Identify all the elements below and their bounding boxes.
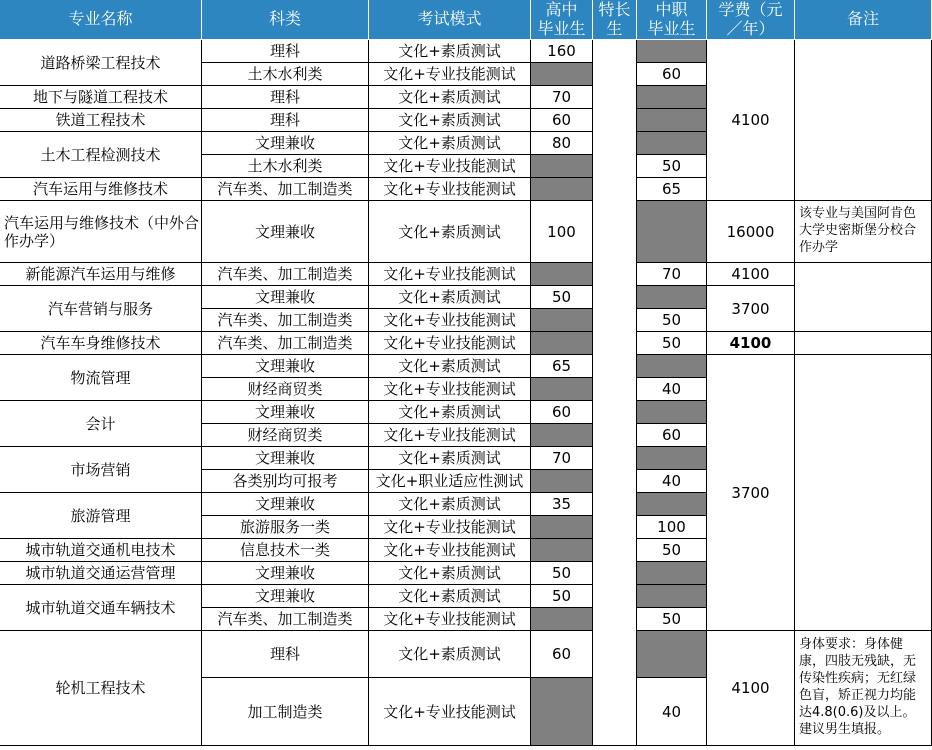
subject-cell: 文理兼收: [202, 286, 369, 309]
hs-quota-cell: 65: [531, 355, 593, 378]
vs-quota-cell: [637, 447, 707, 470]
vs-quota-cell: [637, 109, 707, 132]
subject-cell: 理科: [202, 86, 369, 109]
hs-quota-cell: 80: [531, 132, 593, 155]
hs-quota-cell: [531, 263, 593, 286]
subject-cell: 理科: [202, 631, 369, 678]
hs-quota-cell: [531, 178, 593, 201]
vs-quota-cell: 40: [637, 378, 707, 401]
vs-quota-cell: 60: [637, 63, 707, 86]
hs-quota-cell: [531, 63, 593, 86]
exam-mode-cell: 文化+专业技能测试: [369, 539, 531, 562]
major-name: 城市轨道交通运营管理: [0, 562, 202, 585]
tuition-cell: 4100: [707, 631, 795, 746]
exam-mode-cell: 文化+专业技能测试: [369, 424, 531, 447]
exam-mode-cell: 文化+素质测试: [369, 631, 531, 678]
exam-mode-cell: 文化+专业技能测试: [369, 263, 531, 286]
exam-mode-cell: 文化+专业技能测试: [369, 178, 531, 201]
header-hs: 高中 毕业生: [531, 0, 593, 40]
hs-quota-cell: [531, 332, 593, 355]
subject-cell: 加工制造类: [202, 678, 369, 746]
major-name: 汽车运用与维修技术（中外合作办学）: [0, 201, 202, 263]
vs-quota-cell: 60: [637, 424, 707, 447]
vs-quota-cell: 50: [637, 309, 707, 332]
exam-mode-cell: 文化+专业技能测试: [369, 332, 531, 355]
vs-quota-cell: [637, 355, 707, 378]
vs-quota-cell: 40: [637, 470, 707, 493]
vs-quota-cell: [637, 585, 707, 608]
hs-quota-cell: 160: [531, 40, 593, 63]
exam-mode-cell: 文化+专业技能测试: [369, 516, 531, 539]
vs-quota-cell: [637, 286, 707, 309]
exam-mode-cell: 文化+专业技能测试: [369, 309, 531, 332]
vs-quota-cell: 50: [637, 332, 707, 355]
subject-cell: 汽车类、加工制造类: [202, 263, 369, 286]
vs-quota-cell: [637, 631, 707, 678]
vs-quota-cell: 65: [637, 178, 707, 201]
note-cell: [795, 355, 932, 631]
exam-mode-cell: 文化+素质测试: [369, 401, 531, 424]
hs-quota-cell: 50: [531, 585, 593, 608]
vs-quota-cell: 50: [637, 155, 707, 178]
note-physical-requirements: 身体要求：身体健康，四肢无残缺，无传染性疾病；无红绿色盲，矫正视力均能达4.8(0.6)及以上。建议男生填报。: [795, 631, 932, 746]
note-coop-program: 该专业与美国阿肯色大学史密斯堡分校合作办学: [795, 201, 932, 263]
exam-mode-cell: 文化+素质测试: [369, 40, 531, 63]
subject-cell: 土木水利类: [202, 63, 369, 86]
hs-quota-cell: [531, 378, 593, 401]
exam-mode-cell: 文化+素质测试: [369, 86, 531, 109]
hs-quota-cell: 50: [531, 286, 593, 309]
exam-mode-cell: 文化+素质测试: [369, 109, 531, 132]
header-special: 特长 生: [593, 0, 637, 40]
header-fee: 学费（元 ／年）: [707, 0, 795, 40]
exam-mode-cell: 文化+专业技能测试: [369, 378, 531, 401]
major-name: 轮机工程技术: [0, 631, 202, 746]
major-name: 土木工程检测技术: [0, 132, 202, 178]
hs-quota-cell: 70: [531, 86, 593, 109]
hs-quota-cell: [531, 470, 593, 493]
note-cell: [795, 332, 932, 355]
vs-quota-cell: 50: [637, 539, 707, 562]
major-name: 新能源汽车运用与维修: [0, 263, 202, 286]
note-cell: [795, 263, 932, 332]
major-name: 地下与隧道工程技术: [0, 86, 202, 109]
hs-quota-cell: 60: [531, 401, 593, 424]
tuition-cell: 3700: [707, 355, 795, 631]
exam-mode-cell: 文化+专业技能测试: [369, 608, 531, 631]
major-name: 会计: [0, 401, 202, 447]
exam-mode-cell: 文化+素质测试: [369, 447, 531, 470]
hs-quota-cell: [531, 424, 593, 447]
vs-quota-cell: [637, 562, 707, 585]
exam-mode-cell: 文化+素质测试: [369, 493, 531, 516]
exam-mode-cell: 文化+素质测试: [369, 585, 531, 608]
tuition-cell: 4100: [707, 263, 795, 286]
subject-cell: 汽车类、加工制造类: [202, 332, 369, 355]
major-name: 市场营销: [0, 447, 202, 493]
subject-cell: 各类别均可报考: [202, 470, 369, 493]
subject-cell: 财经商贸类: [202, 378, 369, 401]
hs-quota-cell: 35: [531, 493, 593, 516]
major-name: 汽车车身维修技术: [0, 332, 202, 355]
exam-mode-cell: 文化+专业技能测试: [369, 155, 531, 178]
major-name: 物流管理: [0, 355, 202, 401]
hs-quota-cell: 50: [531, 562, 593, 585]
subject-cell: 文理兼收: [202, 132, 369, 155]
major-name: 旅游管理: [0, 493, 202, 539]
hs-quota-cell: [531, 309, 593, 332]
subject-cell: 文理兼收: [202, 447, 369, 470]
exam-mode-cell: 文化+素质测试: [369, 201, 531, 263]
subject-cell: 理科: [202, 40, 369, 63]
subject-cell: 文理兼收: [202, 201, 369, 263]
hs-quota-cell: [531, 678, 593, 746]
subject-cell: 财经商贸类: [202, 424, 369, 447]
vs-quota-cell: 40: [637, 678, 707, 746]
subject-cell: 文理兼收: [202, 562, 369, 585]
header-subject: 科类: [202, 0, 369, 40]
subject-cell: 信息技术一类: [202, 539, 369, 562]
special-quota-column: [593, 40, 637, 746]
vs-quota-cell: [637, 401, 707, 424]
header-mode: 考试模式: [369, 0, 531, 40]
tuition-cell: 3700: [707, 286, 795, 332]
hs-quota-cell: 70: [531, 447, 593, 470]
hs-quota-cell: 100: [531, 201, 593, 263]
header-note: 备注: [795, 0, 932, 40]
major-name: 道路桥梁工程技术: [0, 40, 202, 86]
major-name: 铁道工程技术: [0, 109, 202, 132]
subject-cell: 土木水利类: [202, 155, 369, 178]
subject-cell: 汽车类、加工制造类: [202, 608, 369, 631]
major-name: 汽车营销与服务: [0, 286, 202, 332]
tuition-cell: 16000: [707, 201, 795, 263]
vs-quota-cell: [637, 132, 707, 155]
subject-cell: 文理兼收: [202, 355, 369, 378]
subject-cell: 汽车类、加工制造类: [202, 178, 369, 201]
subject-cell: 旅游服务一类: [202, 516, 369, 539]
hs-quota-cell: [531, 608, 593, 631]
note-cell: [795, 40, 932, 201]
vs-quota-cell: 50: [637, 608, 707, 631]
hs-quota-cell: [531, 155, 593, 178]
header-vs: 中职 毕业生: [637, 0, 707, 40]
vs-quota-cell: 70: [637, 263, 707, 286]
exam-mode-cell: 文化+专业技能测试: [369, 63, 531, 86]
hs-quota-cell: [531, 539, 593, 562]
subject-cell: 文理兼收: [202, 585, 369, 608]
tuition-cell: 4100: [707, 332, 795, 355]
subject-cell: 汽车类、加工制造类: [202, 309, 369, 332]
exam-mode-cell: 文化+素质测试: [369, 562, 531, 585]
exam-mode-cell: 文化+专业技能测试: [369, 678, 531, 746]
exam-mode-cell: 文化+素质测试: [369, 132, 531, 155]
major-name: 汽车运用与维修技术: [0, 178, 202, 201]
hs-quota-cell: 60: [531, 631, 593, 678]
vs-quota-cell: [637, 201, 707, 263]
major-name: 城市轨道交通机电技术: [0, 539, 202, 562]
exam-mode-cell: 文化+素质测试: [369, 355, 531, 378]
exam-mode-cell: 文化+职业适应性测试: [369, 470, 531, 493]
subject-cell: 理科: [202, 109, 369, 132]
major-name: 城市轨道交通车辆技术: [0, 585, 202, 631]
subject-cell: 文理兼收: [202, 401, 369, 424]
hs-quota-cell: 60: [531, 109, 593, 132]
header-major: 专业名称: [0, 0, 202, 40]
hs-quota-cell: [531, 516, 593, 539]
vs-quota-cell: [637, 86, 707, 109]
vs-quota-cell: [637, 493, 707, 516]
exam-mode-cell: 文化+素质测试: [369, 286, 531, 309]
tuition-cell: 4100: [707, 40, 795, 201]
vs-quota-cell: 100: [637, 516, 707, 539]
subject-cell: 文理兼收: [202, 493, 369, 516]
vs-quota-cell: [637, 40, 707, 63]
